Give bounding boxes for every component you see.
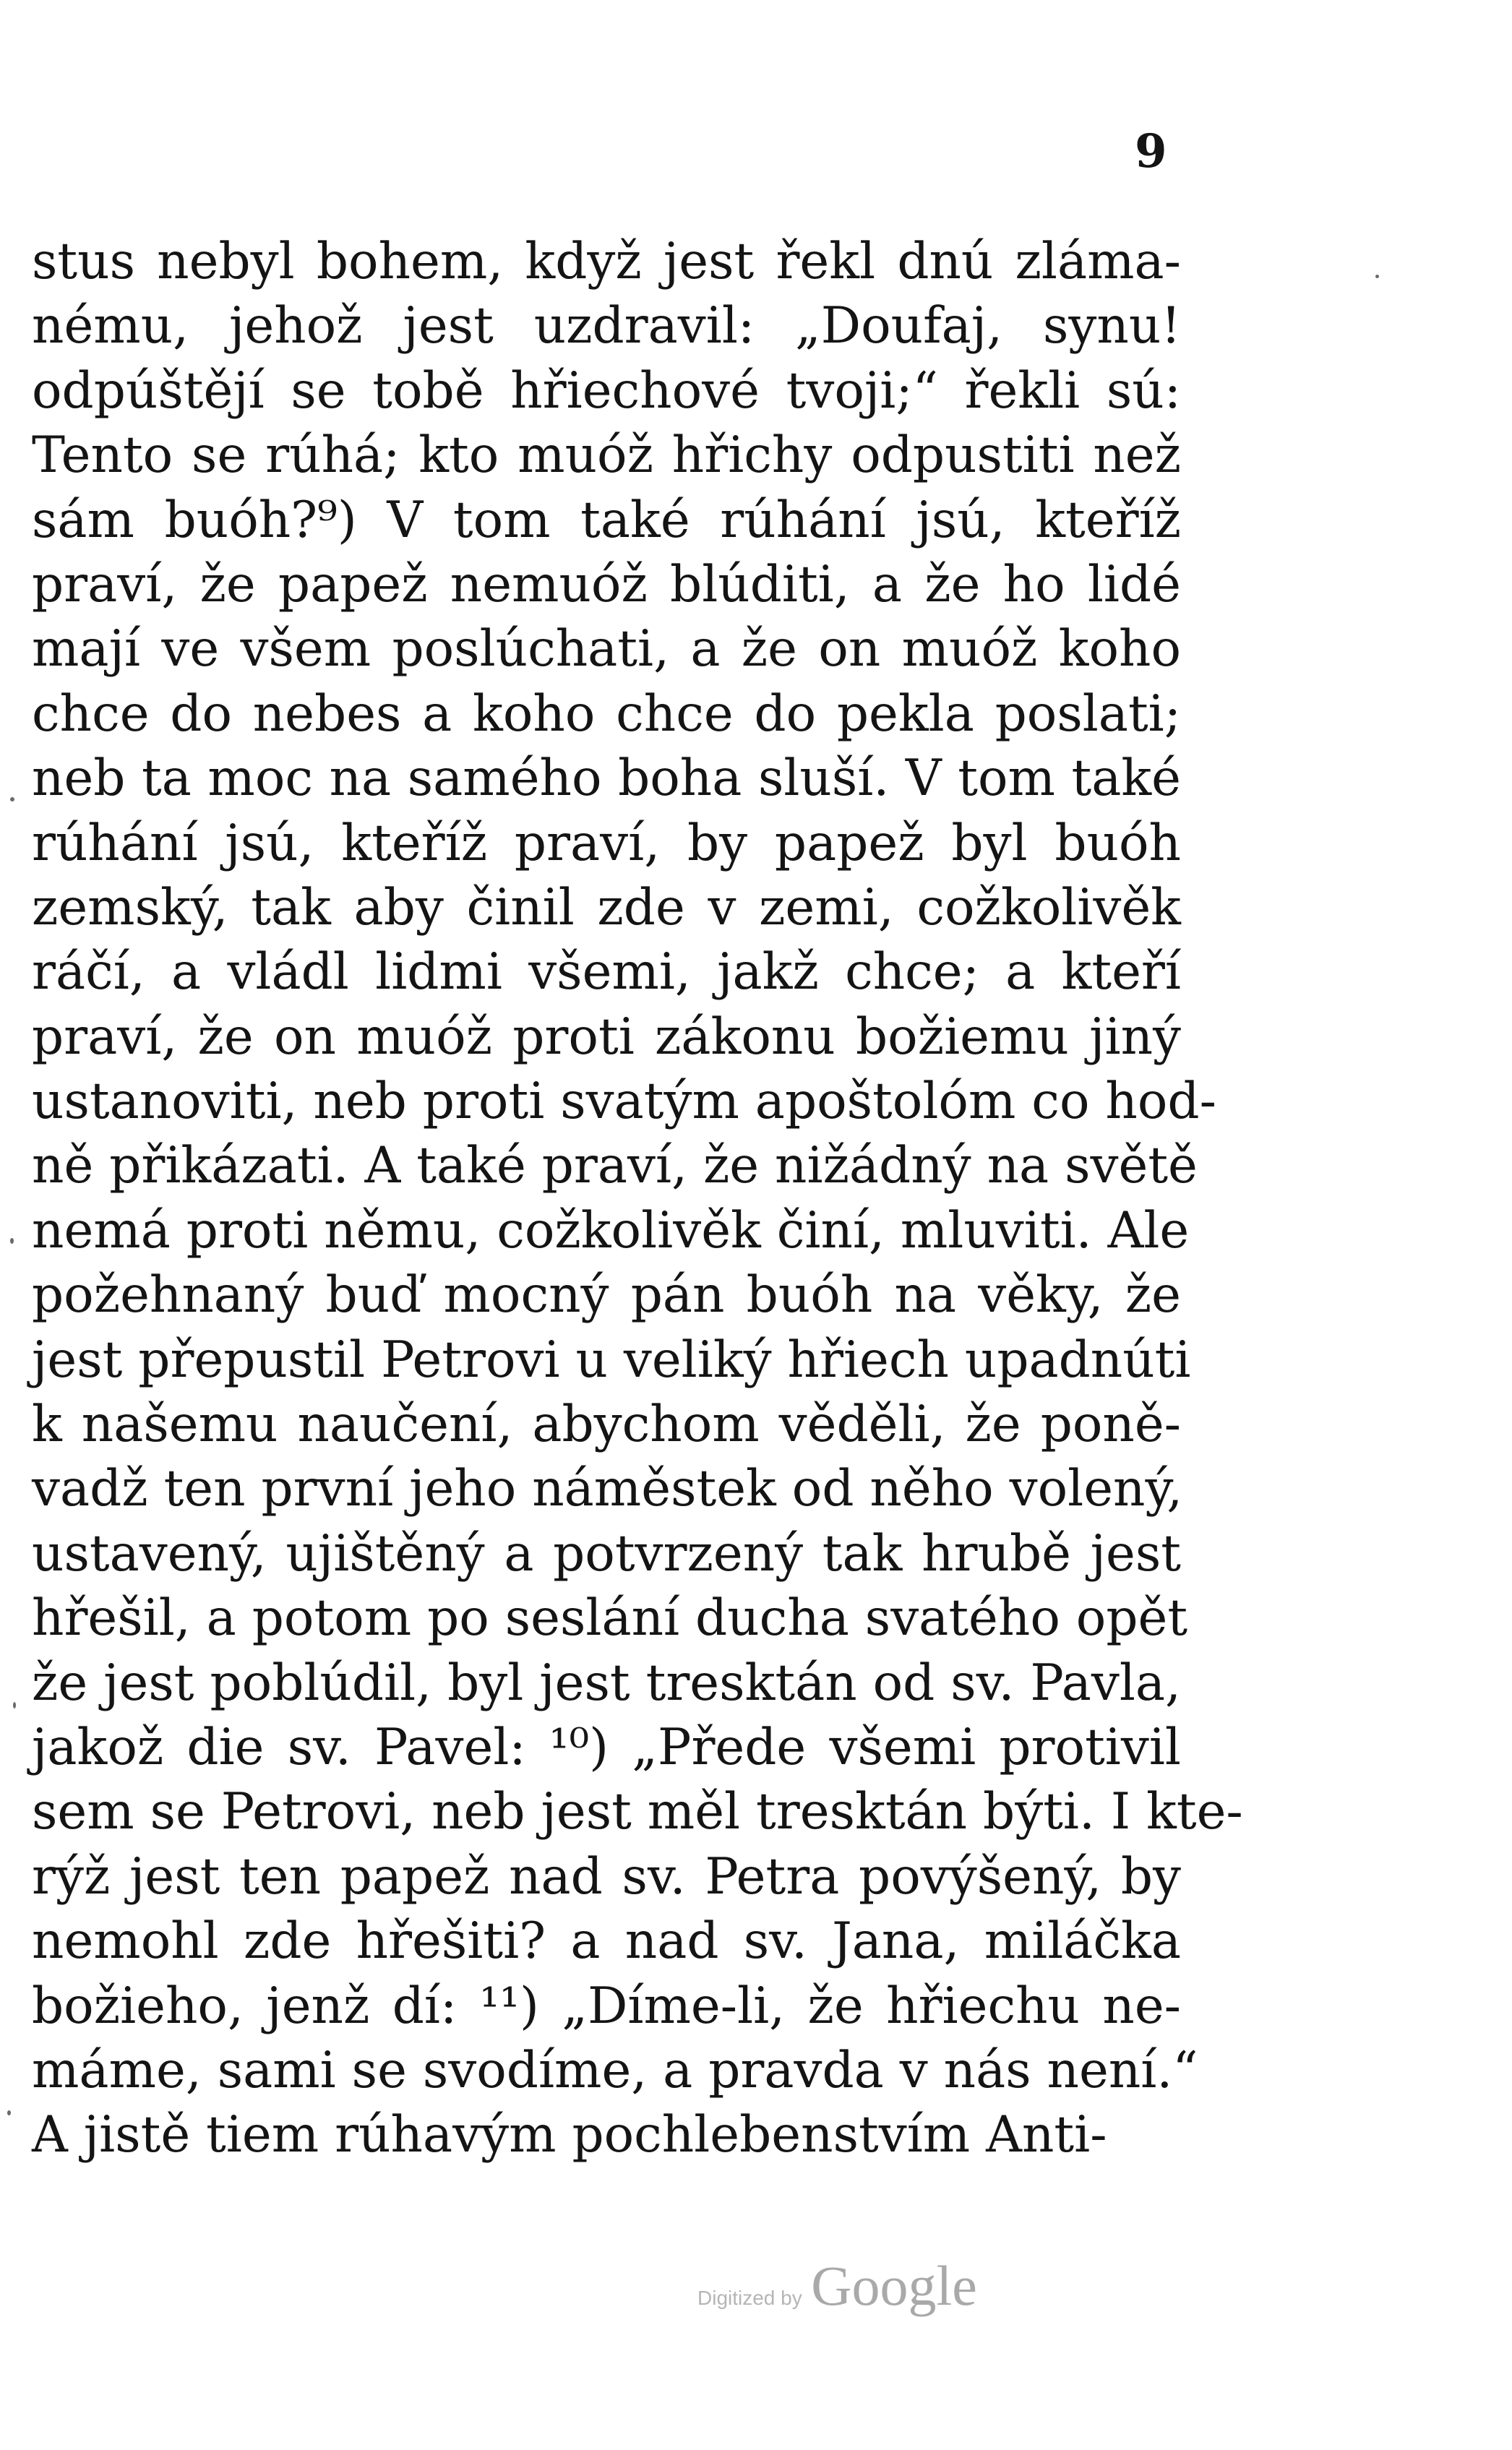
scan-speck bbox=[10, 797, 14, 801]
text-line: A jistě tiem rúhavým pochlebenstvím Anti- bbox=[32, 2106, 1107, 2165]
text-line: nému, jehož jest uzdravil: „Doufaj, synu! bbox=[32, 297, 1181, 356]
text-line: sám buóh?⁹) V tom také rúhání jsú, kteříž bbox=[32, 491, 1181, 549]
scan-speck bbox=[7, 2110, 11, 2115]
google-logo: Google bbox=[811, 2254, 977, 2317]
page-number: 9 bbox=[1135, 124, 1167, 179]
text-line: jest přepustil Petrovi u veliký hřiech upadnúti bbox=[32, 1331, 1191, 1389]
text-line: máme, sami se svodíme, a pravda v nás není.“ bbox=[32, 2041, 1198, 2099]
text-line: ustanoviti, neb proti svatým apoštolóm co hod- bbox=[32, 1073, 1216, 1131]
text-line: jakož die sv. Pavel: ¹⁰) „Přede všemi protivil bbox=[32, 1718, 1181, 1776]
text-line: stus nebyl bohem, když jest řekl dnú zláma- bbox=[32, 233, 1181, 291]
scan-speck bbox=[13, 1702, 16, 1708]
text-line: zemský, tak aby činil zde v zemi, cožkolivěk bbox=[32, 878, 1181, 937]
text-line: praví, že papež nemuóž blúditi, a že ho lidé bbox=[32, 555, 1181, 614]
digitized-watermark bbox=[697, 2253, 1015, 2318]
watermark-prefix: Digitized by bbox=[697, 2287, 802, 2309]
text-line: že jest poblúdil, byl jest tresktán od sv. Pavla, bbox=[32, 1654, 1181, 1712]
text-line: rýž jest ten papež nad sv. Petra povýšený, by bbox=[32, 1847, 1181, 1906]
text-line: ustavený, ujištěný a potvrzený tak hrubě jest bbox=[32, 1524, 1181, 1583]
text-line: nemá proti němu, cožkolivěk činí, mluviti. Ale bbox=[32, 1201, 1190, 1260]
text-line: mají ve všem poslúchati, a že on muóž koho bbox=[32, 620, 1181, 679]
text-line: ně přikázati. A také praví, že nižádný na světě bbox=[32, 1137, 1198, 1195]
text-line: nemohl zde hřešiti? a nad sv. Jana, miláčka bbox=[32, 1912, 1181, 1971]
text-line: sem se Petrovi, neb jest měl tresktán býti. I kte- bbox=[32, 1783, 1243, 1841]
scan-speck bbox=[10, 1238, 14, 1244]
text-line: hřešil, a potom po seslání ducha svatého opět bbox=[32, 1589, 1188, 1648]
text-line: požehnaný buď mocný pán buóh na věky, že bbox=[32, 1266, 1181, 1325]
text-line: k našemu naučení, abychom věděli, že poně- bbox=[32, 1396, 1181, 1454]
text-line: Tento se rúhá; kto muóž hřichy odpustiti než bbox=[32, 426, 1181, 485]
text-line: ráčí, a vládl lidmi všemi, jakž chce; a kteří bbox=[32, 943, 1181, 1002]
text-line: chce do nebes a koho chce do pekla poslati; bbox=[32, 684, 1181, 743]
text-line: odpúštějí se tobě hřiechové tvoji;“ řekli sú: bbox=[32, 361, 1181, 420]
text-line: praví, že on muóž proti zákonu božiemu jiný bbox=[32, 1007, 1181, 1066]
body-text bbox=[32, 230, 1243, 2168]
scan-speck bbox=[1375, 275, 1379, 278]
text-line: rúhání jsú, kteříž praví, by papež byl buóh bbox=[32, 814, 1181, 872]
text-line: božieho, jenž dí: ¹¹) „Díme-li, že hřiechu ne- bbox=[32, 1977, 1181, 2035]
text-line: vadž ten první jeho náměstek od něho volený, bbox=[32, 1460, 1183, 1518]
text-line: neb ta moc na samého boha sluší. V tom také bbox=[32, 749, 1181, 808]
